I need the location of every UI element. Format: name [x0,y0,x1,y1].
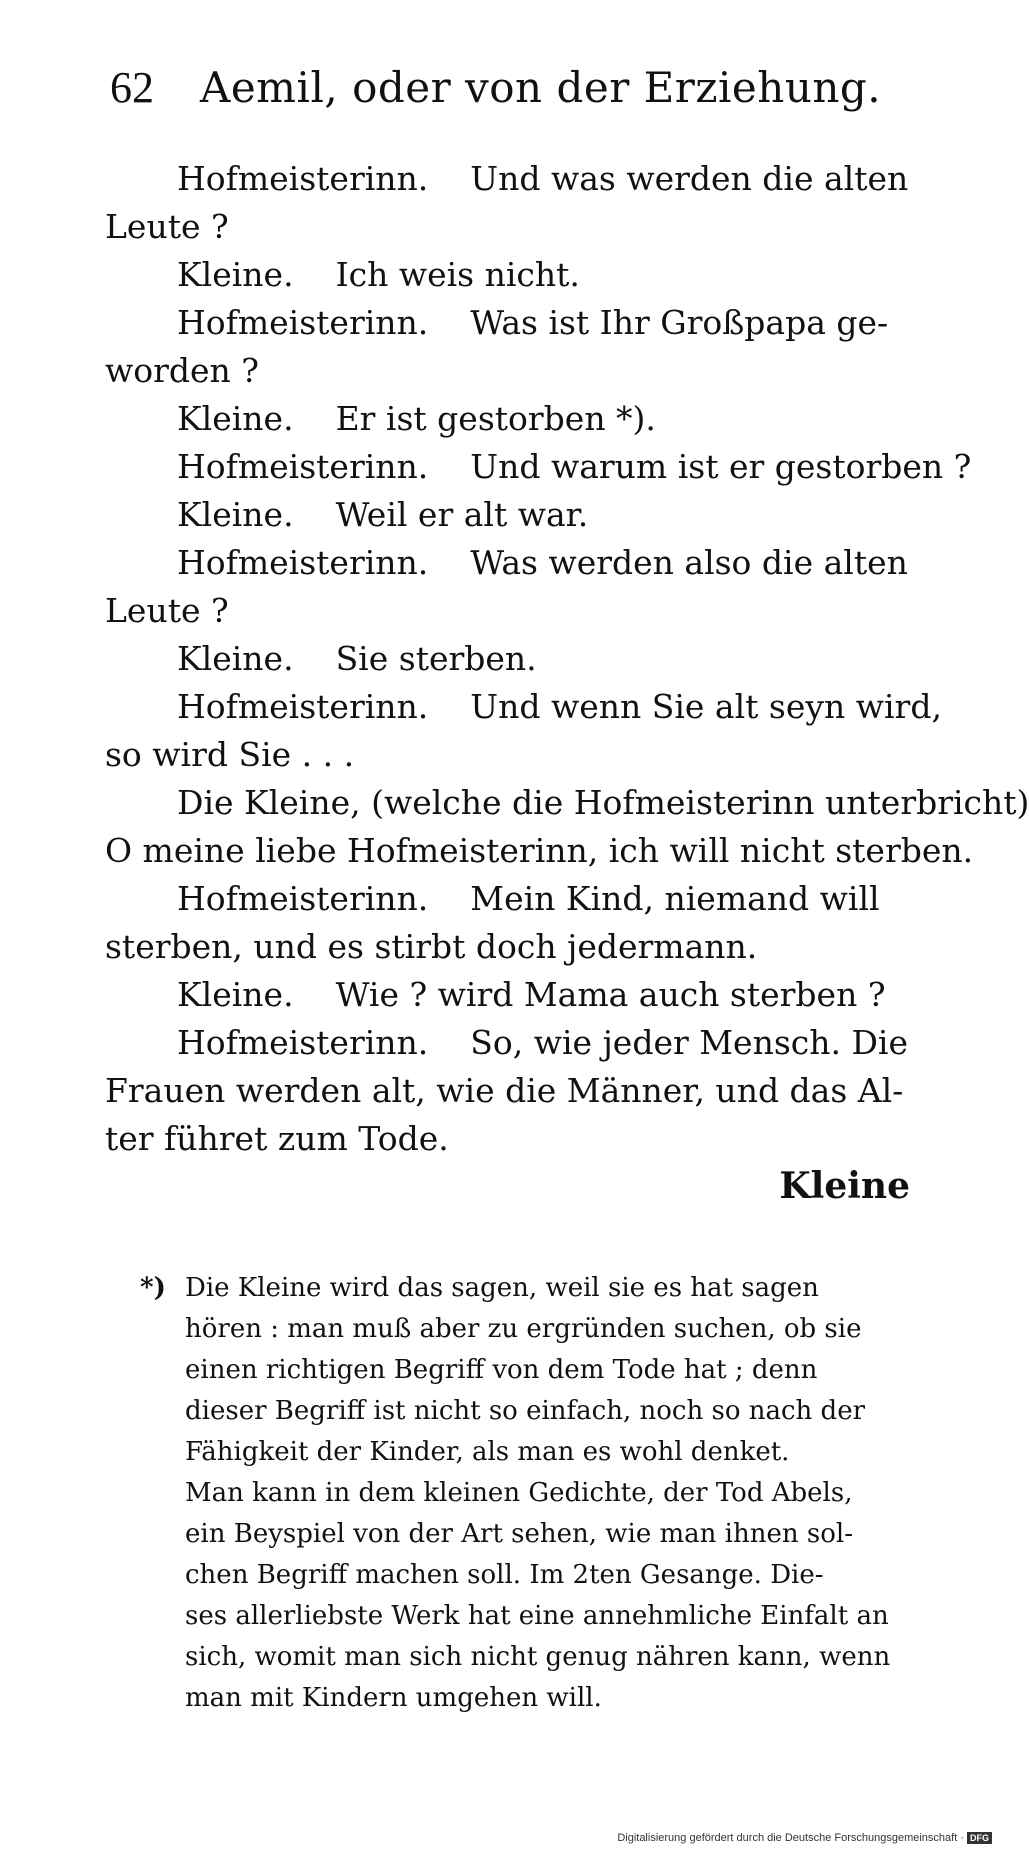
line-text: O meine liebe Hofmeisterinn, ich will nicht sterben. [105,831,974,870]
speaker-label: Kleine. [177,399,294,438]
line-text: so wird Sie . . . [105,735,355,774]
speaker-label: Kleine. [177,639,294,678]
footnote-line [140,1391,915,1432]
footnote-line [140,1473,915,1514]
line-text: Ich weis nicht. [335,255,580,294]
dialogue-text [105,155,1029,1163]
line-text: Sie sterben. [335,639,537,678]
line-text: Mein Kind, niemand will [470,879,880,918]
footnote-text: man mit Kindern umgehen will. [185,1683,602,1713]
line-text: Frauen werden alt, wie die Männer, und das Al- [105,1071,904,1110]
digitization-credit [617,1832,992,1844]
footnote-text: Man kann in dem kleinen Gedichte, der Tod Abels, [185,1478,853,1508]
footnote-text: ses allerliebste Werk hat eine annehmliche Einfalt an [185,1601,889,1631]
text-line [105,683,942,731]
text-line [105,971,913,1019]
footnote-line [140,1678,915,1719]
line-text: Wie ? wird Mama auch sterben ? [335,975,886,1014]
page-header [110,58,882,118]
speaker-label: Kleine. [177,495,294,534]
footnote [140,1268,915,1719]
speaker-label: Hofmeisterinn. [177,1023,429,1062]
line-text: sterben, und es stirbt doch jedermann. [105,927,758,966]
text-line [105,875,913,923]
page-number: 62 [110,63,154,112]
footnote-line [140,1268,915,1309]
credit-text: Digitalisierung gefördert durch die Deutsche Forschungsgemeinschaft · [617,1831,964,1844]
text-line [105,491,913,539]
footnote-marker: *) [140,1273,166,1303]
speaker-label: Kleine. [177,255,294,294]
text-line [105,827,974,875]
footnote-line [140,1637,915,1678]
running-title: Aemil, oder von der Erziehung. [200,63,882,112]
text-line [105,203,913,251]
text-line [105,587,913,635]
footnote-line [140,1596,915,1637]
line-text: Was ist Ihr Großpapa ge- [470,303,889,342]
line-text: Leute ? [105,591,229,630]
text-line [105,443,972,491]
footnote-text: dieser Begriff ist nicht so einfach, noch so nach der [185,1396,866,1426]
text-line [105,155,913,203]
footnote-line [140,1555,915,1596]
footnote-text: sich, womit man sich nicht genug nähren kann, wenn [185,1642,891,1672]
line-text: Die Kleine, (welche die Hofmeisterinn unterbricht) [177,783,1029,822]
footnote-text: einen richtigen Begriff von dem Tode hat ; denn [185,1355,818,1385]
speaker-label: Hofmeisterinn. [177,447,429,486]
line-text: worden ? [105,351,259,390]
speaker-label: Hofmeisterinn. [177,159,429,198]
speaker-label: Kleine. [177,975,294,1014]
dfg-logo: DFG [967,1832,992,1844]
line-text: Und was werden die alten [470,159,909,198]
text-line [105,779,1029,827]
line-text: Leute ? [105,207,229,246]
text-line [105,347,913,395]
speaker-label: Hofmeisterinn. [177,687,429,726]
footnote-text: hören : man muß aber zu ergründen suchen, ob sie [185,1314,862,1344]
footnote-line [140,1309,915,1350]
text-line [105,635,913,683]
text-line [105,1067,913,1115]
speaker-label: Hofmeisterinn. [177,543,429,582]
line-text: Was werden also die alten [470,543,908,582]
footnote-text: chen Begriff machen soll. Im 2ten Gesange. Die- [185,1560,824,1590]
text-line [105,299,913,347]
text-line [105,539,913,587]
footnote-text: Die Kleine wird das sagen, weil sie es hat sagen [185,1273,819,1303]
text-line [105,1019,913,1067]
line-text: Und warum ist er gestorben ? [470,447,972,486]
text-line [105,923,913,971]
speaker-label: Hofmeisterinn. [177,879,429,918]
line-text: Und wenn Sie alt seyn wird, [470,687,942,726]
text-line [105,1115,913,1163]
line-text: Er ist gestorben *). [335,399,656,438]
footnote-line [140,1514,915,1555]
footnote-text: Fähigkeit der Kinder, als man es wohl denket. [185,1437,790,1467]
line-text: ter führet zum Tode. [105,1119,449,1158]
speaker-label: Hofmeisterinn. [177,303,429,342]
footnote-line [140,1350,915,1391]
line-text: So, wie jeder Mensch. Die [470,1023,909,1062]
catchword: Kleine [779,1165,910,1207]
text-line [105,395,913,443]
text-line [105,251,913,299]
text-line [105,731,913,779]
line-text: Weil er alt war. [335,495,589,534]
footnote-line [140,1432,915,1473]
footnote-text: ein Beyspiel von der Art sehen, wie man ihnen sol- [185,1519,853,1549]
